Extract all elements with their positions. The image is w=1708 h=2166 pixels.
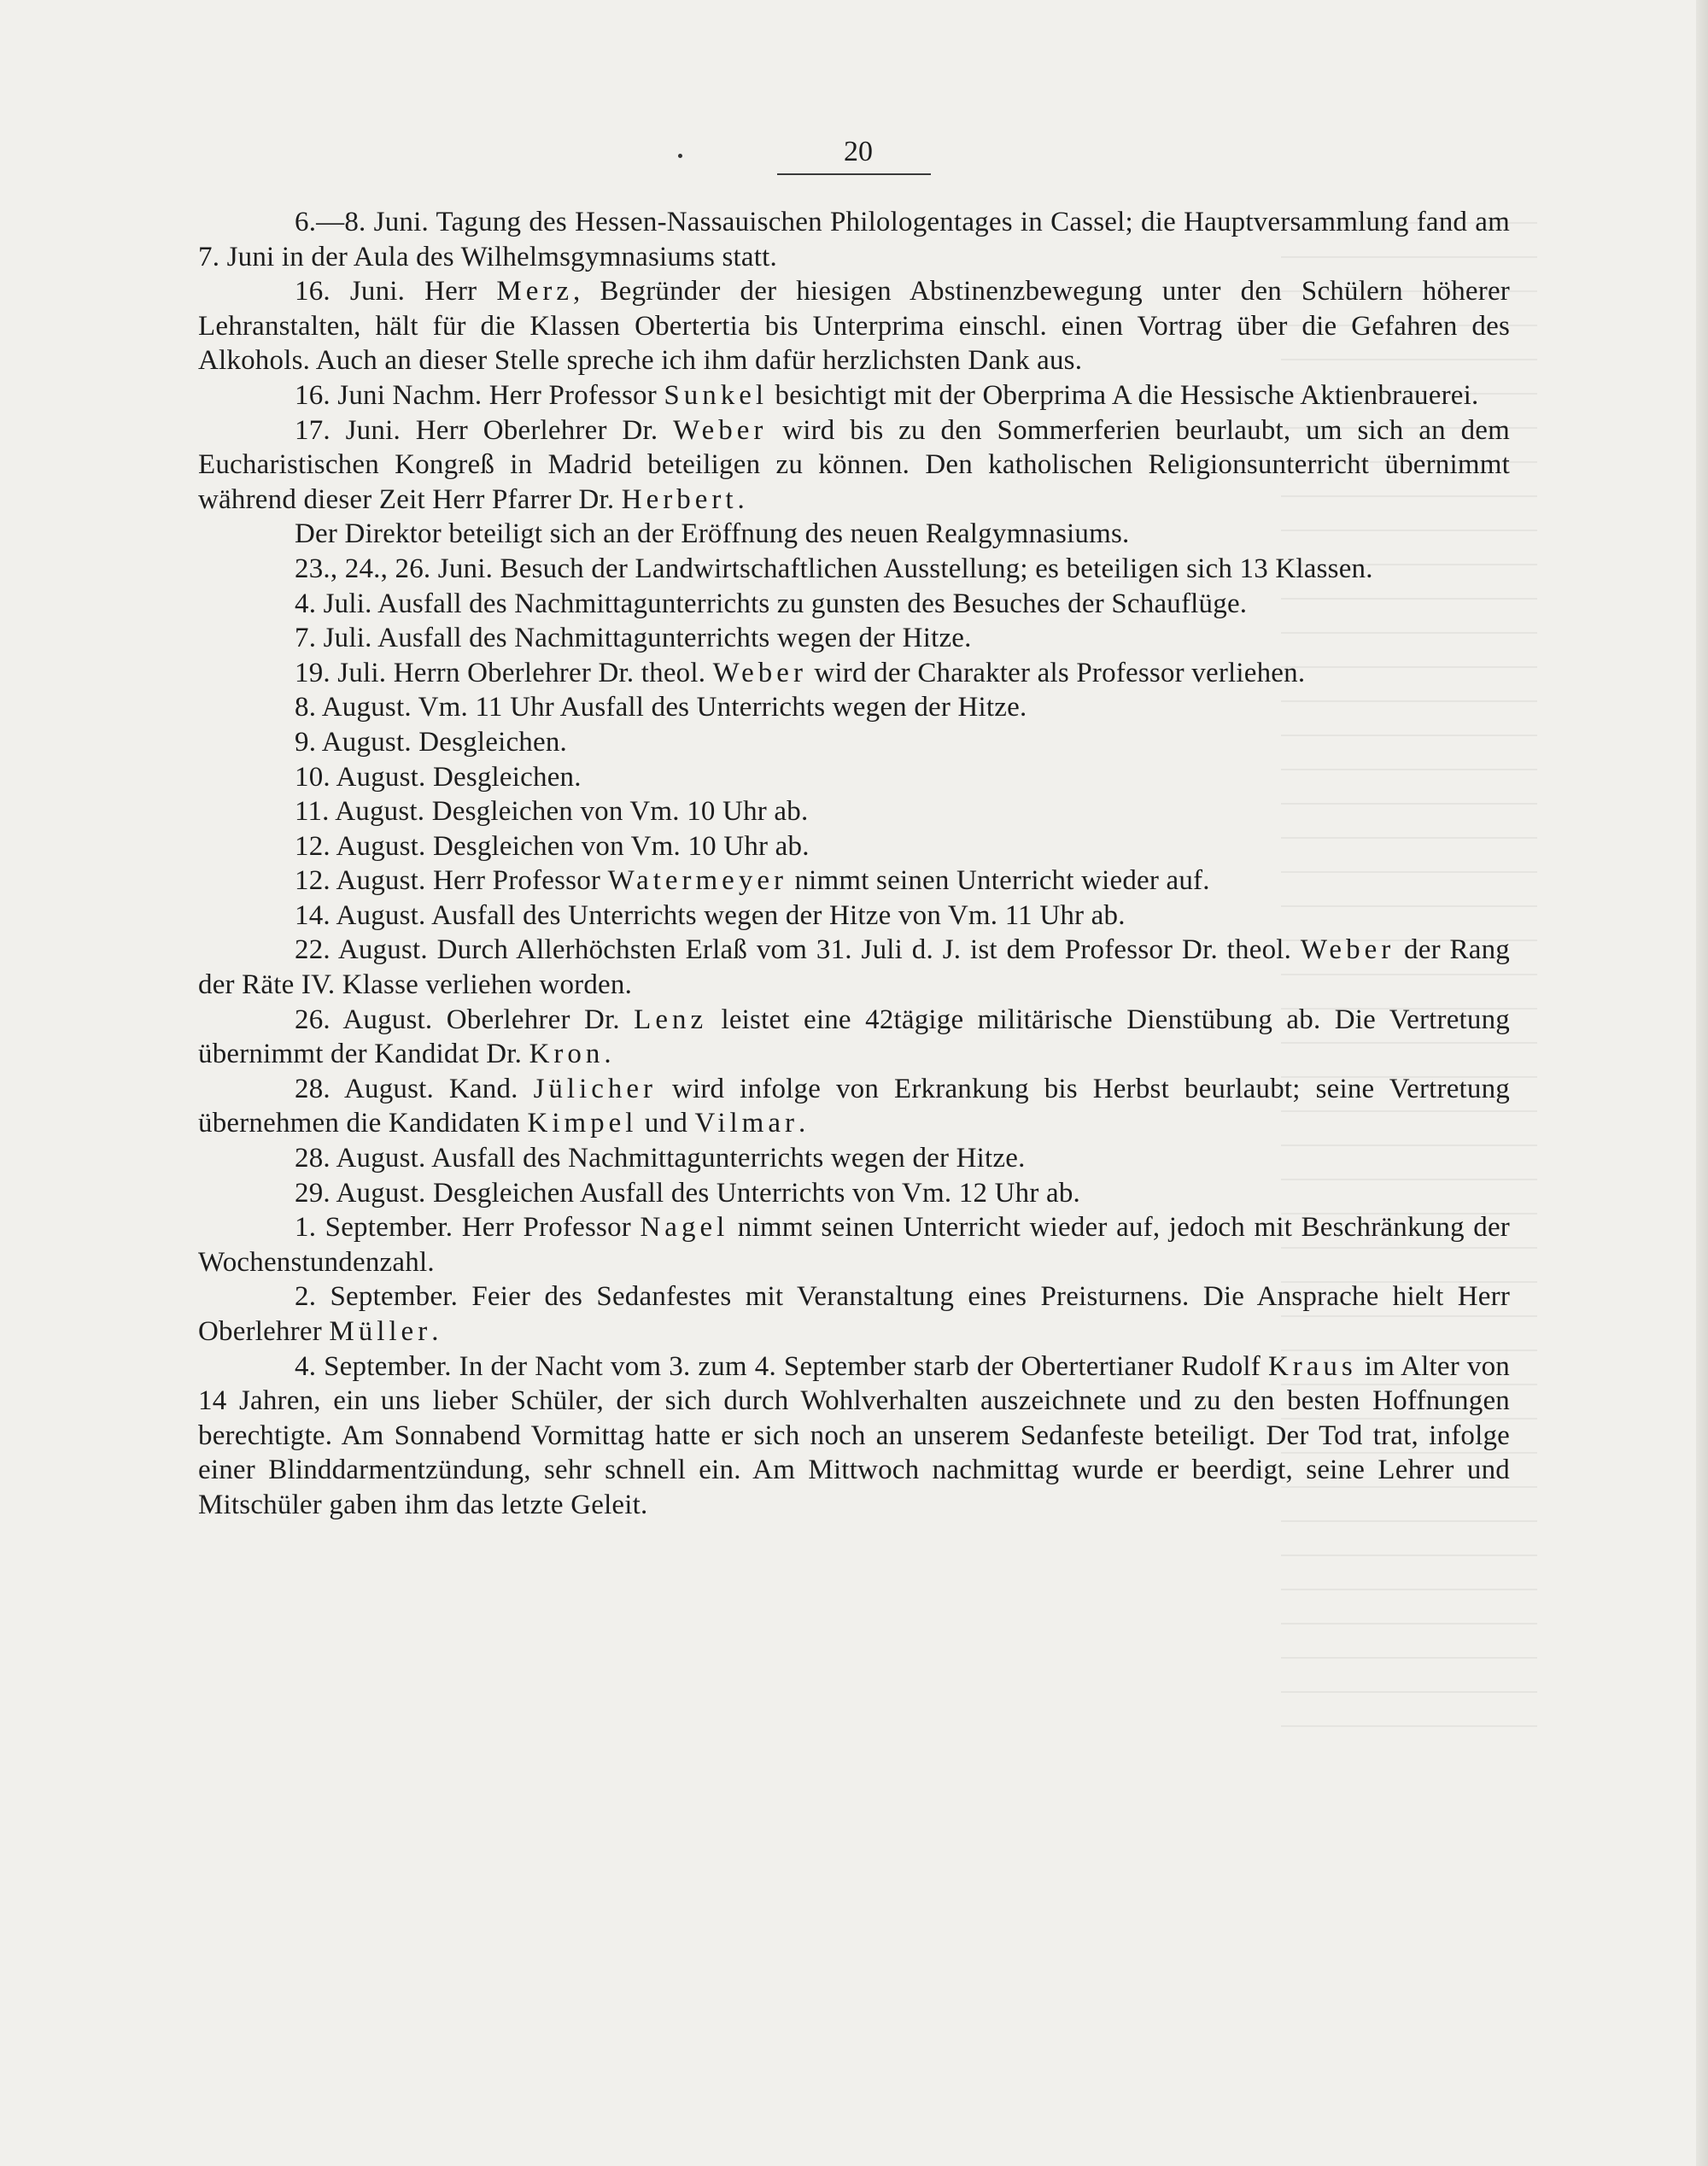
entry-text: besichtigt mit der Oberprima A die Hessische Aktienbrauerei.	[775, 379, 1479, 411]
entry-date: 12. August.	[295, 830, 426, 862]
entry-date: 8. August.	[295, 692, 412, 723]
chronicle-entry	[198, 1003, 1510, 1072]
entry-date: 28. August.	[295, 1143, 426, 1174]
person-name: Kron	[529, 1039, 605, 1070]
person-name: Nagel	[640, 1212, 729, 1244]
person-name: Weber	[1300, 934, 1395, 966]
entry-date: 7. Juli.	[295, 623, 372, 654]
entry-text: .	[431, 1316, 439, 1347]
chronicle-entry	[198, 517, 1510, 552]
chronicle-entry	[198, 413, 1510, 518]
entry-date: 16. Juni.	[295, 276, 406, 307]
entry-text: und	[644, 1108, 688, 1139]
entry-date: 4. September.	[295, 1350, 452, 1382]
entry-text: nimmt seinen Unterricht wieder auf, jedoch mit Beschränkung der Wochenstundenzahl.	[198, 1212, 1510, 1278]
chronicle-entry	[198, 863, 1510, 899]
entry-date: 23., 24., 26. Juni.	[295, 553, 494, 584]
entry-text: Kand.	[448, 1073, 518, 1104]
chronicle-entry	[198, 274, 1510, 378]
entry-text: im Alter von 14 Jahren, ein uns lieber Schüler, der sich durch Wohlverhalten auszeichnete und zu den besten Hoffnungen berechtigte. Am Sonnabend Vormittag hatte er sich noch an unserem Sedanfeste beteiligt. Der Tod trat, infolge einer Blinddarmentzündung, sehr schnell ein. Am Mittwoch nachmittag wurde er beerdigt, seine Lehrer und Mitschüler gaben ihm das letzte Geleit.	[198, 1350, 1511, 1520]
entry-date: 9. August.	[295, 726, 412, 758]
entry-date: 14. August.	[295, 899, 426, 931]
chronicle-entry	[198, 378, 1510, 413]
chronicle-entry	[198, 656, 1510, 691]
entry-text: .	[604, 1039, 611, 1070]
entry-text: Besuch der Landwirtschaftlichen Ausstellung; es beteiligen sich 13 Klassen.	[500, 553, 1373, 584]
entry-date: 19. Juli.	[295, 657, 387, 688]
entry-text: In der Nacht vom 3. zum 4. September starb der Obertertianer Rudolf	[459, 1350, 1261, 1382]
person-name: Müller	[329, 1316, 432, 1347]
person-name: Weber	[712, 657, 807, 688]
entry-text: Durch Allerhöchsten Erlaß vom 31. Juli d. J. ist dem Professor Dr. theol.	[436, 934, 1292, 966]
chronicle-entry	[198, 829, 1510, 864]
chronicle-entry	[198, 760, 1510, 795]
chronicle-entry	[198, 899, 1510, 934]
entry-text: , Begründer der hiesigen Abstinenzbewegung unter den Schülern höherer Lehranstalten, hält für die Klassen Obertertia bis Unterprima einschl. einen Vortrag über die Gefahren des Alkohols. Auch an dieser Stelle spreche ich ihm dafür herzlichsten Dank aus.	[198, 276, 1510, 377]
chronicle-entry	[198, 1141, 1510, 1176]
person-name: Lenz	[634, 1004, 708, 1035]
entry-text: Herr Professor	[488, 379, 657, 411]
chronicle-entry	[198, 205, 1510, 274]
entry-text: der Rang der Räte IV. Klasse verliehen worden.	[198, 934, 1511, 1001]
chronicle-entry	[198, 1279, 1510, 1349]
entry-date: 28. August.	[295, 1073, 434, 1104]
entry-text: wird bis zu den Sommerferien beurlaubt, um sich an dem Eucharistischen Kongreß in Madrid beteiligen zu können. Den katholischen Religionsunterricht übernimmt während dieser Zeit Herr Pfarrer Dr.	[198, 414, 1511, 515]
person-name: Watermeyer	[607, 865, 787, 897]
entry-text: Herr Professor	[461, 1212, 631, 1244]
entry-text: Ausfall des Nachmittagunterrichts wegen der Hitze.	[377, 623, 972, 654]
chronicle-entry	[198, 587, 1510, 622]
entry-text: Ausfall des Nachmittagunterrichts zu gunsten des Besuches der Schauflüge.	[377, 588, 1248, 619]
entry-text: Vm. 11 Uhr Ausfall des Unterrichts wegen der Hitze.	[418, 692, 1027, 723]
entry-text: Herrn Oberlehrer Dr. theol.	[393, 657, 706, 688]
entry-date: 29. August.	[295, 1177, 426, 1209]
entry-text: Tagung des Hessen-Nassauischen Philologentages in Cassel; die Hauptversammlung fand am 7. Juni in der Aula des Wilhelmsgymnasiums statt.	[198, 207, 1511, 272]
entry-text: wird der Charakter als Professor verliehen.	[814, 657, 1306, 688]
entry-text: Feier des Sedanfestes mit Veranstaltung eines Preisturnens. Die Ansprache hielt Herr Oberlehrer	[198, 1281, 1511, 1347]
entry-text: Desgleichen.	[418, 726, 567, 758]
entry-text: Oberlehrer Dr.	[446, 1004, 620, 1035]
person-name: Weber	[673, 414, 768, 446]
entry-text: wird infolge von Erkrankung bis Herbst beurlaubt; seine Vertretung übernehmen die Kandidaten	[198, 1073, 1511, 1139]
entry-date: 10. August.	[295, 761, 426, 793]
entry-text: Desgleichen.	[432, 761, 582, 793]
printer-dot	[678, 154, 682, 158]
entry-text: Der Direktor beteiligt sich an der Eröffnung des neuen Realgymnasiums.	[295, 518, 1130, 550]
entry-text: Ausfall des Unterrichts wegen der Hitze von Vm. 11 Uhr ab.	[431, 899, 1126, 931]
entry-date: 1. September.	[295, 1212, 453, 1244]
person-name: Kimpel	[527, 1108, 638, 1139]
entry-date: 12. August.	[295, 865, 426, 897]
chronicle-entry	[198, 1349, 1510, 1523]
entry-date: 17. Juni.	[295, 414, 401, 446]
page-number: 20	[844, 136, 873, 167]
chronicle-entry	[198, 1176, 1510, 1211]
chronicle-entry	[198, 1072, 1510, 1141]
chronicle-entry	[198, 725, 1510, 760]
entry-text: Desgleichen Ausfall des Unterrichts von Vm. 12 Uhr ab.	[432, 1177, 1080, 1209]
chronicle-entry	[198, 621, 1510, 656]
person-name: Herbert	[621, 483, 738, 515]
entry-text: .	[798, 1108, 806, 1139]
page-number-rule	[777, 173, 931, 175]
chronicle-entry	[198, 690, 1510, 725]
chronicle-entry	[198, 933, 1510, 1002]
chronicle-entry	[198, 794, 1510, 829]
person-name: Merz	[496, 276, 574, 307]
entry-text: .	[737, 483, 745, 515]
entry-date: 4. Juli.	[295, 588, 372, 619]
entry-text: Desgleichen von Vm. 10 Uhr ab.	[432, 830, 810, 862]
page-edge	[1696, 0, 1708, 2166]
chronicle-entry	[198, 552, 1510, 587]
entry-date: 2. September.	[295, 1281, 459, 1313]
chronicle-text	[198, 205, 1510, 1523]
person-name: Kraus	[1267, 1350, 1357, 1382]
chronicle-entry	[198, 1210, 1510, 1279]
entry-text: Herr	[424, 276, 477, 307]
person-name: Vilmar	[694, 1108, 798, 1139]
entry-date: 11. August.	[295, 796, 425, 828]
entry-text: nimmt seinen Unterricht wieder auf.	[794, 865, 1210, 897]
entry-text: leistet eine 42tägige militärische Dienstübung ab. Die Vertretung übernimmt der Kandidat Dr.	[198, 1004, 1511, 1070]
person-name: Jülicher	[533, 1073, 658, 1104]
entry-text: Ausfall des Nachmittagunterrichts wegen der Hitze.	[431, 1143, 1026, 1174]
entry-text: Herr Professor	[432, 865, 601, 897]
entry-date: 26. August.	[295, 1004, 433, 1035]
entry-date: 16. Juni Nachm.	[295, 379, 483, 411]
entry-text: Herr Oberlehrer Dr.	[415, 414, 658, 446]
entry-date: 22. August.	[295, 934, 428, 966]
person-name: Sunkel	[664, 379, 769, 411]
entry-text: Desgleichen von Vm. 10 Uhr ab.	[431, 796, 809, 828]
entry-date: 6.—8. Juni.	[295, 207, 429, 237]
